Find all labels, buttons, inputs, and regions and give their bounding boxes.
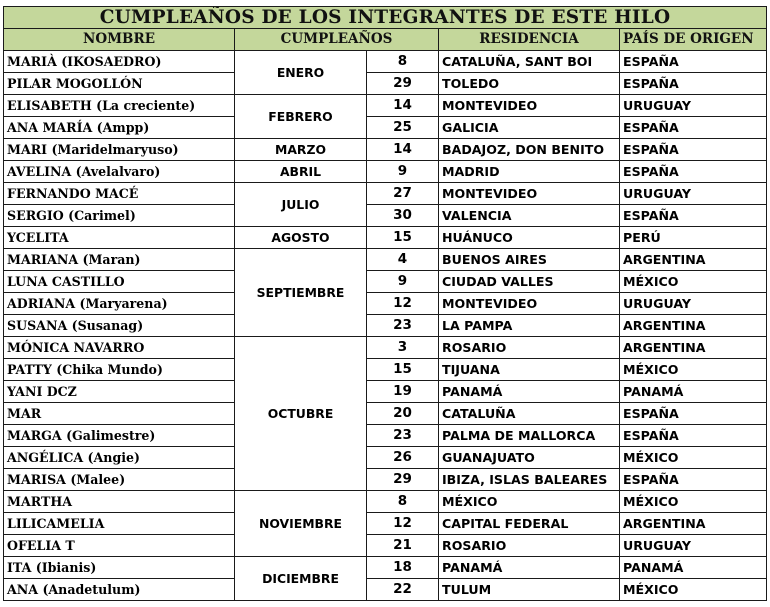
member-name: FERNANDO MACÉ <box>4 183 235 205</box>
header-pais: PAÍS DE ORIGEN <box>620 29 767 51</box>
residence: MONTEVIDEO <box>439 95 620 117</box>
country-of-origin: ESPAÑA <box>620 425 767 447</box>
member-name: AVELINA (Avelalvaro) <box>4 161 235 183</box>
header-row <box>4 29 767 51</box>
residence: HUÁNUCO <box>439 227 620 249</box>
country-of-origin: ESPAÑA <box>620 117 767 139</box>
member-name: ADRIANA (Maryarena) <box>4 293 235 315</box>
country-of-origin: PERÚ <box>620 227 767 249</box>
birthday-day: 19 <box>367 381 439 403</box>
birthday-month: FEBRERO <box>235 95 367 139</box>
birthday-day: 26 <box>367 447 439 469</box>
member-name: YANI DCZ <box>4 381 235 403</box>
residence: BUENOS AIRES <box>439 249 620 271</box>
birthday-day: 30 <box>367 205 439 227</box>
country-of-origin: MÉXICO <box>620 271 767 293</box>
member-name: MAR <box>4 403 235 425</box>
country-of-origin: ARGENTINA <box>620 337 767 359</box>
member-name: MARISA (Malee) <box>4 469 235 491</box>
table-row <box>4 403 767 425</box>
table-row <box>4 183 767 205</box>
table-row <box>4 359 767 381</box>
residence: GALICIA <box>439 117 620 139</box>
country-of-origin: ESPAÑA <box>620 205 767 227</box>
birthday-day: 8 <box>367 51 439 73</box>
member-name: MARIÀ (IKOSAEDRO) <box>4 51 235 73</box>
residence: MONTEVIDEO <box>439 293 620 315</box>
table-row <box>4 513 767 535</box>
table-row <box>4 337 767 359</box>
birthday-day: 15 <box>367 227 439 249</box>
table-row <box>4 425 767 447</box>
table-row <box>4 579 767 601</box>
country-of-origin: ARGENTINA <box>620 315 767 337</box>
member-name: ITA (Ibianis) <box>4 557 235 579</box>
table-row <box>4 95 767 117</box>
country-of-origin: MÉXICO <box>620 491 767 513</box>
table-title: CUMPLEAÑOS DE LOS INTEGRANTES DE ESTE HILO <box>4 7 767 29</box>
country-of-origin: URUGUAY <box>620 95 767 117</box>
birthday-month: JULIO <box>235 183 367 227</box>
birthday-month: ENERO <box>235 51 367 95</box>
residence: PALMA DE MALLORCA <box>439 425 620 447</box>
birthday-day: 9 <box>367 161 439 183</box>
table-row <box>4 117 767 139</box>
residence: PANAMÁ <box>439 381 620 403</box>
birthday-day: 27 <box>367 183 439 205</box>
table-row <box>4 161 767 183</box>
table-row <box>4 249 767 271</box>
residence: MADRID <box>439 161 620 183</box>
birthday-day: 4 <box>367 249 439 271</box>
birthday-day: 8 <box>367 491 439 513</box>
birthday-month: MARZO <box>235 139 367 161</box>
member-name: MARI (Maridelmaryuso) <box>4 139 235 161</box>
residence: ROSARIO <box>439 535 620 557</box>
country-of-origin: ESPAÑA <box>620 73 767 95</box>
residence: GUANAJUATO <box>439 447 620 469</box>
table-row <box>4 469 767 491</box>
birthday-month: SEPTIEMBRE <box>235 249 367 337</box>
birthday-day: 14 <box>367 139 439 161</box>
member-name: YCELITA <box>4 227 235 249</box>
table-row <box>4 447 767 469</box>
birthday-month: ABRIL <box>235 161 367 183</box>
member-name: SERGIO (Carimel) <box>4 205 235 227</box>
birthday-day: 12 <box>367 513 439 535</box>
country-of-origin: URUGUAY <box>620 535 767 557</box>
birthday-day: 25 <box>367 117 439 139</box>
residence: BADAJOZ, DON BENITO <box>439 139 620 161</box>
birthday-day: 22 <box>367 579 439 601</box>
table-row <box>4 51 767 73</box>
table-row <box>4 315 767 337</box>
residence: CATALUÑA <box>439 403 620 425</box>
member-name: MARIANA (Maran) <box>4 249 235 271</box>
member-name: MARGA (Galimestre) <box>4 425 235 447</box>
table-row <box>4 535 767 557</box>
member-name: MARTHA <box>4 491 235 513</box>
country-of-origin: PANAMÁ <box>620 381 767 403</box>
birthday-day: 15 <box>367 359 439 381</box>
member-name: OFELIA T <box>4 535 235 557</box>
title-row <box>4 7 767 29</box>
country-of-origin: URUGUAY <box>620 183 767 205</box>
residence: IBIZA, ISLAS BALEARES <box>439 469 620 491</box>
residence: ROSARIO <box>439 337 620 359</box>
country-of-origin: PANAMÁ <box>620 557 767 579</box>
header-residencia: RESIDENCIA <box>439 29 620 51</box>
country-of-origin: URUGUAY <box>620 293 767 315</box>
birthday-table <box>3 6 767 601</box>
member-name: ANA (Anadetulum) <box>4 579 235 601</box>
country-of-origin: ESPAÑA <box>620 161 767 183</box>
member-name: LILICAMELIA <box>4 513 235 535</box>
member-name: ANGÉLICA (Angie) <box>4 447 235 469</box>
country-of-origin: MÉXICO <box>620 359 767 381</box>
country-of-origin: ESPAÑA <box>620 403 767 425</box>
residence: MONTEVIDEO <box>439 183 620 205</box>
birthday-day: 23 <box>367 425 439 447</box>
table-row <box>4 491 767 513</box>
table-row <box>4 227 767 249</box>
residence: TOLEDO <box>439 73 620 95</box>
residence: VALENCIA <box>439 205 620 227</box>
table-row <box>4 139 767 161</box>
member-name: MÓNICA NAVARRO <box>4 337 235 359</box>
country-of-origin: MÉXICO <box>620 447 767 469</box>
birthday-day: 3 <box>367 337 439 359</box>
birthday-day: 29 <box>367 469 439 491</box>
table-row <box>4 557 767 579</box>
birthday-day: 29 <box>367 73 439 95</box>
table-row <box>4 205 767 227</box>
table-row <box>4 73 767 95</box>
table-body <box>4 51 767 601</box>
member-name: ELISABETH (La creciente) <box>4 95 235 117</box>
birthday-day: 18 <box>367 557 439 579</box>
birthday-day: 21 <box>367 535 439 557</box>
birthday-day: 12 <box>367 293 439 315</box>
birthday-month: NOVIEMBRE <box>235 491 367 557</box>
residence: LA PAMPA <box>439 315 620 337</box>
birthday-month: AGOSTO <box>235 227 367 249</box>
country-of-origin: ESPAÑA <box>620 139 767 161</box>
birthday-day: 9 <box>367 271 439 293</box>
member-name: PILAR MOGOLLÓN <box>4 73 235 95</box>
residence: MÉXICO <box>439 491 620 513</box>
residence: CIUDAD VALLES <box>439 271 620 293</box>
birthday-day: 23 <box>367 315 439 337</box>
member-name: LUNA CASTILLO <box>4 271 235 293</box>
header-cumpleanos: CUMPLEAÑOS <box>235 29 439 51</box>
country-of-origin: ARGENTINA <box>620 513 767 535</box>
table-row <box>4 293 767 315</box>
country-of-origin: ARGENTINA <box>620 249 767 271</box>
member-name: SUSANA (Susanag) <box>4 315 235 337</box>
member-name: ANA MARÍA (Ampp) <box>4 117 235 139</box>
residence: CATALUÑA, SANT BOI <box>439 51 620 73</box>
country-of-origin: ESPAÑA <box>620 51 767 73</box>
birthday-month: OCTUBRE <box>235 337 367 491</box>
country-of-origin: ESPAÑA <box>620 469 767 491</box>
member-name: PATTY (Chika Mundo) <box>4 359 235 381</box>
residence: TIJUANA <box>439 359 620 381</box>
residence: PANAMÁ <box>439 557 620 579</box>
header-nombre: NOMBRE <box>4 29 235 51</box>
table-row <box>4 271 767 293</box>
residence: TULUM <box>439 579 620 601</box>
birthday-day: 14 <box>367 95 439 117</box>
table-row <box>4 381 767 403</box>
birthday-day: 20 <box>367 403 439 425</box>
country-of-origin: MÉXICO <box>620 579 767 601</box>
birthday-month: DICIEMBRE <box>235 557 367 601</box>
residence: CAPITAL FEDERAL <box>439 513 620 535</box>
